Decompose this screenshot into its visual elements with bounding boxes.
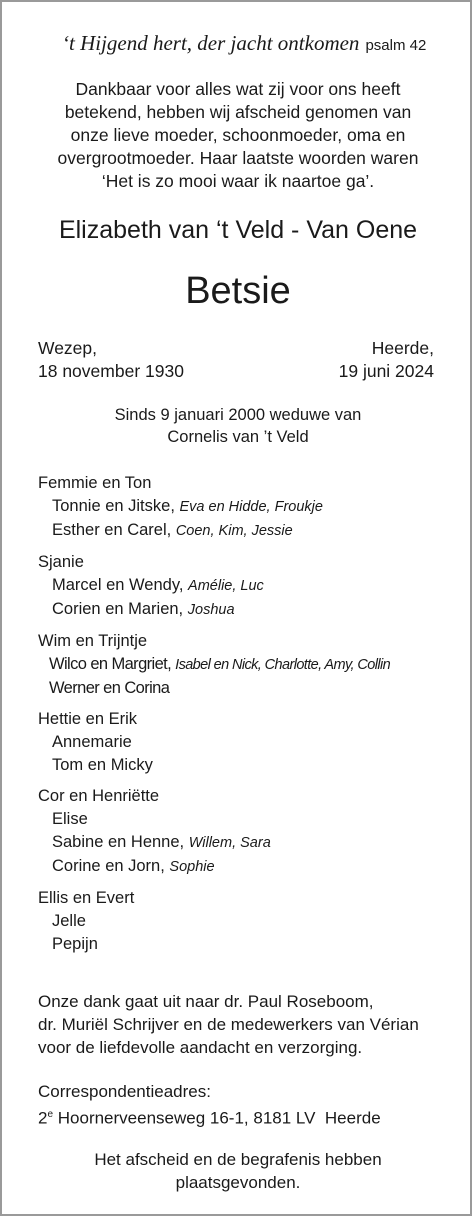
family-child [38,933,458,956]
child-names: Esther en Carel, [52,521,172,539]
family-parent: Femmie en Ton [38,474,152,492]
birth-place: Wezep, [38,338,98,358]
grandchildren: Isabel en Nick, Charlotte, Amy, Collin [175,657,391,673]
family-group [38,472,458,543]
family-parent: Wim en Trijntje [38,632,148,650]
family-group [38,630,458,700]
child-names: Wilco en Margriet, [49,655,172,673]
child-names: Annemarie [52,733,132,751]
family-group [38,785,458,879]
family-parent: Sjanie [38,553,84,571]
child-names: Werner en Corina [49,679,170,697]
family-parent: Cor en Henriëtte [38,787,160,805]
correspondence-street [38,1103,381,1130]
house-number: 2 [38,1108,48,1128]
closing-notice [2,1148,472,1194]
child-names: Elise [52,810,88,828]
child-names: Corine en Jorn, [52,857,165,875]
family-child [38,731,458,754]
child-names: Marcel en Wendy, [52,576,184,594]
child-names: Corien en Marien, [52,600,184,618]
grandchildren: Sophie [169,859,215,875]
family-child [38,910,458,933]
widow-line: Sinds 9 januari 2000 weduwe van [114,406,362,424]
grandchildren: Joshua [187,602,235,618]
psalm-verse: ‘t Hijgend hert, der jacht ontkomen [62,31,360,55]
family-child [38,519,458,543]
grandchildren: Coen, Kim, Jessie [175,523,293,539]
deceased-full-name: Elizabeth van ‘t Veld - Van Oene [58,216,418,244]
intro-line: onze lieve moeder, schoonmoeder, oma en [70,125,406,145]
family-child [38,574,458,598]
family-child [38,677,458,700]
intro-line: overgrootmoeder. Haar laatste woorden waren [57,148,419,168]
correspondence-label: Correspondentieadres: [38,1082,211,1101]
family-child [38,754,458,777]
deceased-call-name: Betsie [185,270,291,312]
child-names: Pepijn [52,935,98,953]
family-child [38,598,458,622]
child-names: Sabine en Henne, [52,833,185,851]
child-names: Jelle [52,912,86,930]
header-verse-line [62,30,442,56]
family-child [38,495,458,519]
widow-notice [2,404,472,448]
grandchildren: Amélie, Luc [188,578,264,594]
grandchildren: Eva en Hidde, Froukje [179,499,323,515]
family-parent: Ellis en Evert [38,889,135,907]
family-parent: Hettie en Erik [38,710,138,728]
intro-line: Dankbaar voor alles wat zij voor ons heeft [75,79,401,99]
family-group [38,708,458,777]
psalm-reference: psalm 42 [365,37,427,54]
intro-line: betekend, hebben wij afscheid genomen van [64,102,412,122]
grandchildren: Willem, Sara [188,835,271,851]
thanks-text [38,990,440,1059]
closing-line: plaatsgevonden. [175,1173,301,1192]
child-names: Tom en Micky [52,756,153,774]
thanks-line: voor de liefdevolle aandacht en verzorging. [38,1038,363,1057]
closing-line: Het afscheid en de begrafenis hebben [94,1150,382,1169]
widow-line: Cornelis van ’t Veld [167,428,309,446]
ordinal-superscript: e [47,1109,54,1120]
intro-line: ‘Het is zo mooi waar ik naartoe ga’. [101,171,375,191]
death-place: Heerde, [371,338,434,358]
death-info [339,337,434,383]
thanks-line: dr. Muriël Schrijver en de medewerkers van Vérian [38,1015,419,1034]
correspondence-address [38,1080,381,1130]
family-list [38,472,458,964]
family-child [38,831,458,855]
child-names: Tonnie en Jitske, [52,497,175,515]
family-child [38,855,458,879]
family-group [38,887,458,956]
family-group [38,551,458,622]
death-date: 19 juni 2024 [338,361,434,381]
birth-date: 18 november 1930 [38,361,184,381]
street-address: Hoornerveenseweg 16-1, 8181 LV Heerde [53,1108,381,1128]
family-child [38,808,458,831]
thanks-line: Onze dank gaat uit naar dr. Paul Roseboom, [38,992,374,1011]
family-child [38,653,458,677]
intro-text [22,78,454,193]
birth-info [38,337,184,383]
